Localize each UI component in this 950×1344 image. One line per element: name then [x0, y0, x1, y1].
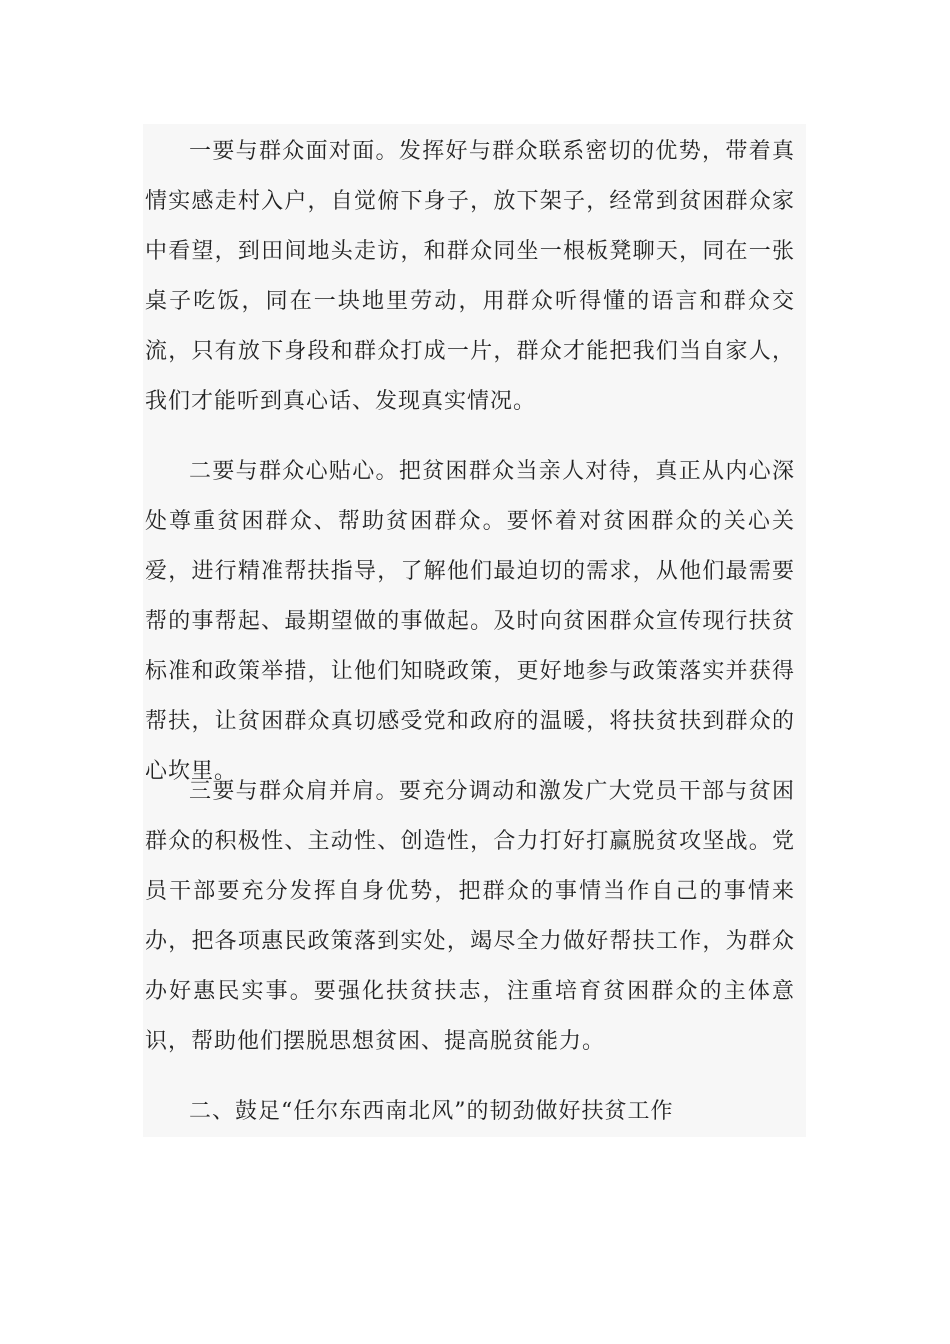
paragraph-shoulder-to-shoulder: 三要与群众肩并肩。要充分调动和激发广大党员干部与贫困群众的积极性、主动性、创造性，合力打好打赢脱贫攻坚战。党员干部要充分发挥自身优势，把群众的事情当作自己的事情来办，把各项惠民政策落到实处，竭尽全力做好帮扶工作，为群众办好惠民实事。要强化扶贫扶志，注重培育贫困群众的主体意识，帮助他们摆脱思想贫困、提高脱贫能力。: [145, 779, 795, 1054]
paragraph-heart-to-heart: 二要与群众心贴心。把贫困群众当亲人对待，真正从内心深处尊重贫困群众、帮助贫困群众。要怀着对贫困群众的关心关爱，进行精准帮扶指导，了解他们最迫切的需求，从他们最需要帮的事帮起、最期望做的事做起。及时向贫困群众宣传现行扶贫标准和政策举措，让他们知晓政策，更好地参与政策落实并获得帮扶，让贫困群众真切感受党和政府的温暖，将扶贫扶到群众的心坎里。: [145, 459, 795, 784]
paragraph-face-to-face: 一要与群众面对面。发挥好与群众联系密切的优势，带着真情实感走村入户，自觉俯下身子，放下架子，经常到贫困群众家中看望，到田间地头走访，和群众同坐一根板凳聊天，同在一张桌子吃饭，同在一块地里劳动，用群众听得懂的语言和群众交流，只有放下身段和群众打成一片，群众才能把我们当自家人，我们才能听到真心话、发现真实情况。: [145, 139, 795, 414]
section-heading: 二、鼓足“任尔东西南北风”的韧劲做好扶贫工作: [189, 1099, 674, 1124]
